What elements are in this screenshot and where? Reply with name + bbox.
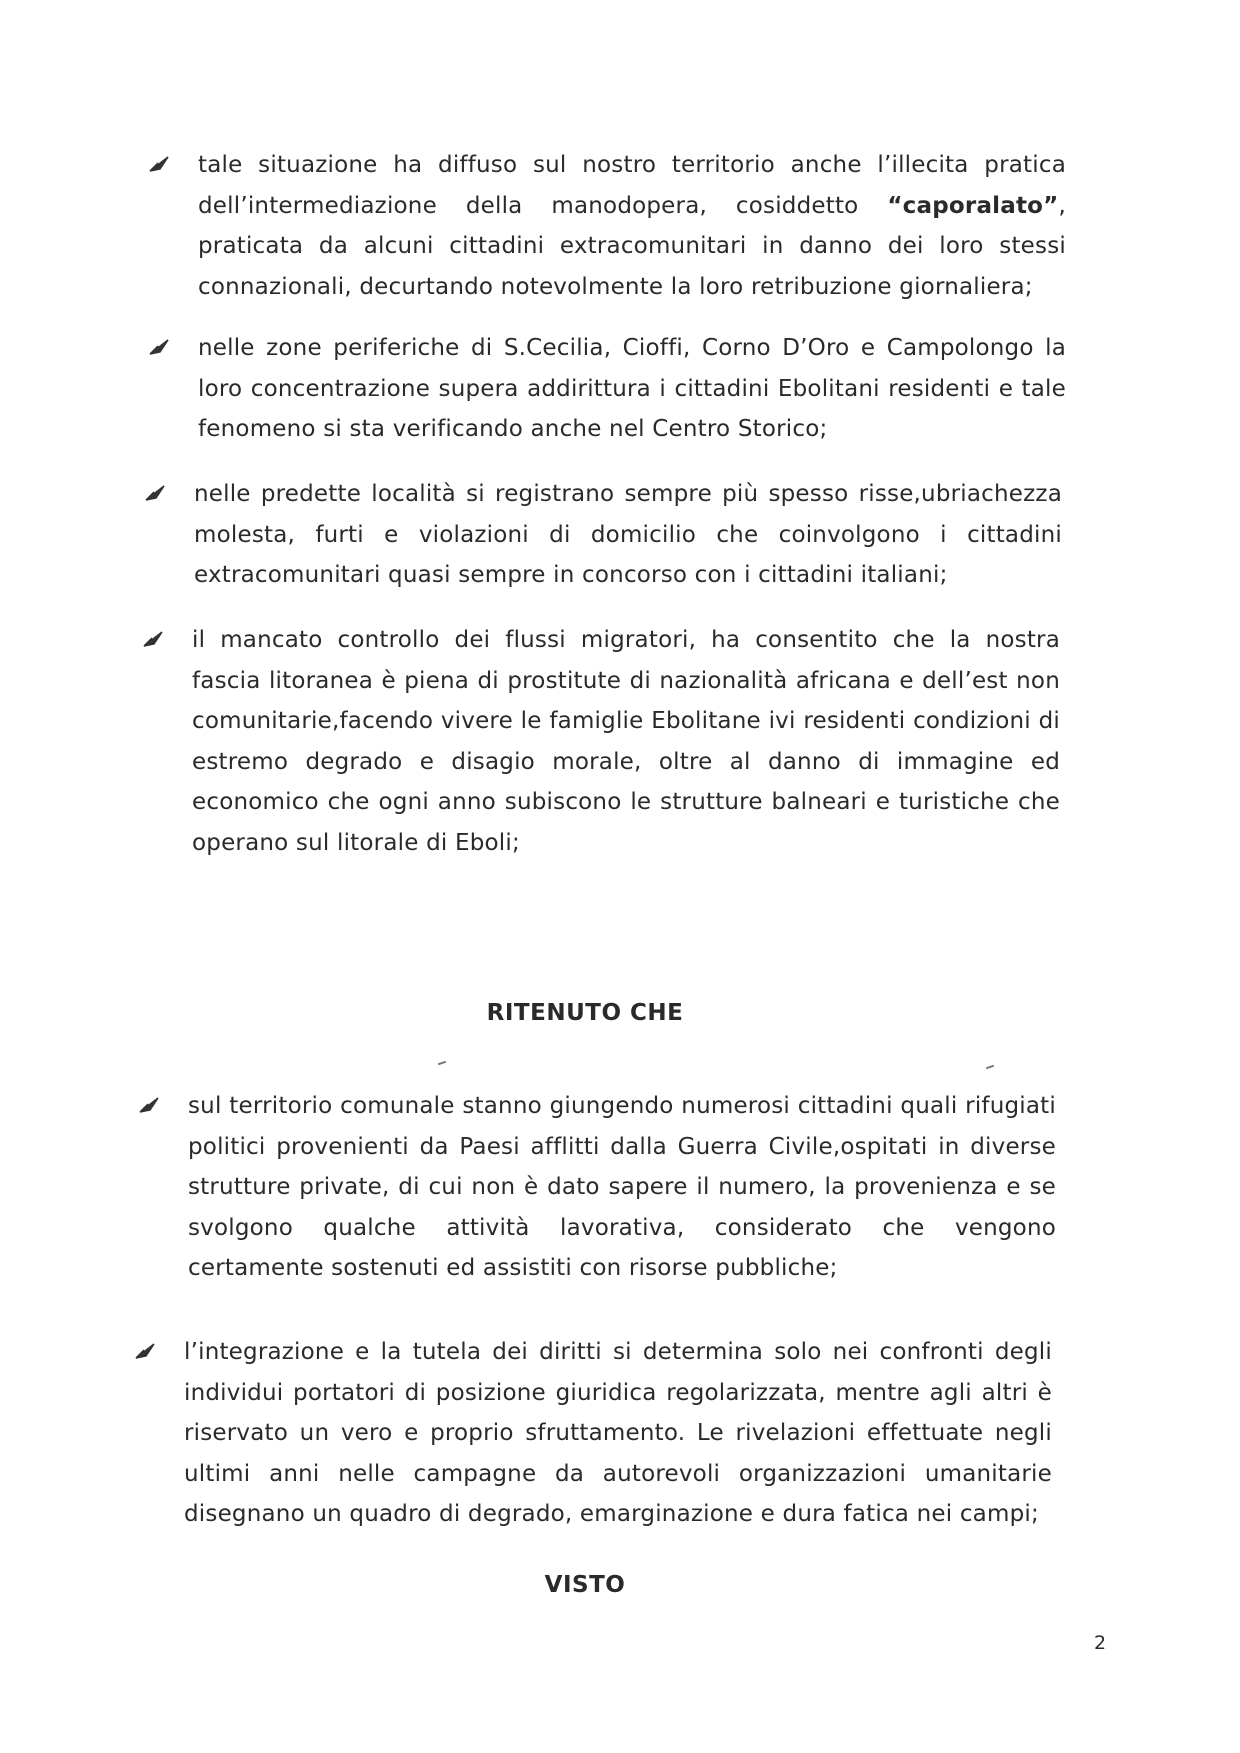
- list-item: [150, 145, 1066, 307]
- list-item: [136, 1332, 1052, 1535]
- arrowhead-bullet-icon: [148, 336, 170, 358]
- arrowhead-bullet-icon: [142, 628, 164, 650]
- list-item-text: tale situazione ha diffuso sul nostro territorio anche l’illecita pratica dell’intermediazione della manodopera, cosiddetto “caporalato”, praticata da alcuni cittadini extracomunitari in danno dei loro stessi connazionali, decurtando notevolmente la loro retribuzione giornaliera;: [198, 152, 1066, 300]
- list-item: [150, 328, 1066, 450]
- list-item: [144, 620, 1060, 863]
- list-item: [146, 474, 1062, 596]
- list-item-text: l’integrazione e la tutela dei diritti si determina solo nei confronti degli individui portatori di posizione giuridica regolarizzata, mentre agli altri è riservato un vero e proprio sfruttamento. Le rivelazioni effettuate negli ultimi anni nelle campagne da autorevoli organizzazioni umanitarie disegnano un quadro di degrado, emarginazione e dura fatica nei campi;: [184, 1339, 1052, 1527]
- list-item-text: il mancato controllo dei flussi migratori, ha consentito che la nostra fascia litoranea è piena di prostitute di nazionalità africana e dell’est non comunitarie,facendo vivere le famiglie Ebolitane ivi residenti condizioni di estremo degrado e disagio morale, oltre al danno di immagine ed economico che ogni anno subiscono le strutture balneari e turistiche che operano sul litorale di Eboli;: [192, 627, 1060, 856]
- arrowhead-bullet-icon: [138, 1094, 160, 1116]
- arrowhead-bullet-icon: [148, 153, 170, 175]
- arrowhead-bullet-icon: [144, 482, 166, 504]
- emphasis-term: “caporalato”: [887, 192, 1059, 219]
- list-item-text: sul territorio comunale stanno giungendo numerosi cittadini quali rifugiati politici provenienti da Paesi afflitti dalla Guerra Civile,ospitati in diverse strutture private, di cui non è dato sapere il numero, la provenienza e se svolgono qualche attività lavorativa, considerato che vengono certamente sostenuti ed assistiti con risorse pubbliche;: [188, 1093, 1056, 1281]
- page-number: 2: [1094, 1632, 1107, 1654]
- list-item: [140, 1086, 1056, 1289]
- list-item-text: nelle zone periferiche di S.Cecilia, Cioffi, Corno D’Oro e Campolongo la loro concentrazione supera addirittura i cittadini Ebolitani residenti e tale fenomeno si sta verificando anche nel Centro Storico;: [198, 335, 1066, 442]
- scan-speck: [438, 1061, 446, 1066]
- section-heading-ritenuto: RITENUTO CHE: [486, 1000, 684, 1026]
- arrowhead-bullet-icon: [134, 1340, 156, 1362]
- section-heading-visto: VISTO: [544, 1572, 626, 1598]
- list-item-text: nelle predette località si registrano sempre più spesso risse,ubriachezza molesta, furti e violazioni di domicilio che coinvolgono i cittadini extracomunitari quasi sempre in concorso con i cittadini italiani;: [194, 481, 1062, 588]
- scan-speck: [986, 1065, 994, 1070]
